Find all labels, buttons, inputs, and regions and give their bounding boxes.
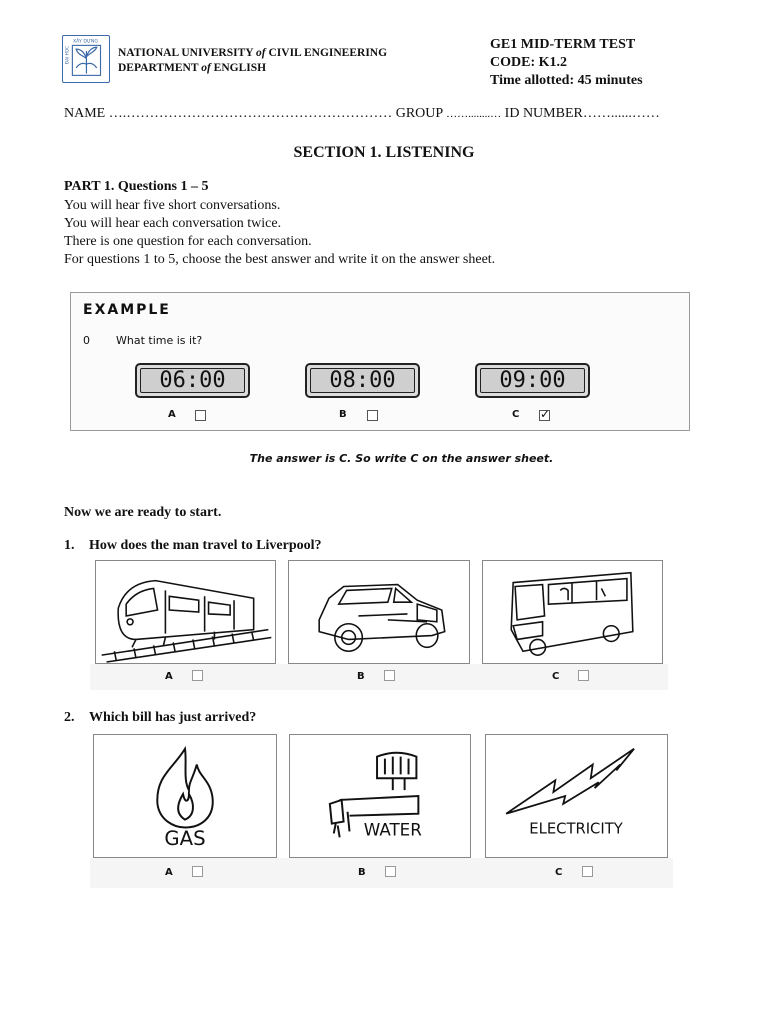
- q1-option-c-checkbox[interactable]: [578, 670, 589, 681]
- part-title: PART 1. Questions 1 – 5: [64, 179, 209, 194]
- option-letter: A: [168, 409, 176, 420]
- logo-text-top: XÂY DỰNG: [72, 39, 99, 45]
- checkmark-icon: ✓: [540, 407, 551, 421]
- example-title: EXAMPLE: [83, 302, 171, 318]
- bus-icon: [483, 561, 662, 663]
- option-c-checkbox[interactable]: [539, 407, 551, 421]
- group-label: GROUP: [395, 106, 443, 121]
- clock-display-a: [135, 363, 250, 398]
- question-number: 1.: [64, 538, 75, 553]
- water-label: WATER: [363, 819, 422, 840]
- name-field[interactable]: ….…………………………………………………: [108, 106, 393, 121]
- example-question-text: What time is it?: [116, 334, 203, 347]
- car-icon: [289, 561, 469, 663]
- instruction-line: You will hear each conversation twice.: [64, 216, 282, 231]
- question-number: 2.: [64, 710, 75, 725]
- question-text: Which bill has just arrived?: [89, 710, 257, 725]
- q1-option-b-checkbox[interactable]: [384, 670, 395, 681]
- electricity-bolt-icon: [486, 735, 667, 857]
- option-picture-a[interactable]: [95, 560, 276, 664]
- option-letter: C: [555, 867, 563, 878]
- answer-note: The answer is C. So write C on the answer sheet.: [249, 452, 554, 465]
- instructions: [64, 197, 495, 269]
- university-logo: [62, 35, 110, 83]
- test-info: [490, 36, 643, 90]
- clock-display-b: [305, 363, 420, 398]
- student-id-line: [64, 106, 660, 122]
- group-field[interactable]: ……........…: [446, 108, 502, 120]
- test-code: CODE: K1.2: [490, 55, 567, 70]
- option-picture-a[interactable]: [93, 734, 277, 858]
- instruction-line: You will hear five short conversations.: [64, 198, 281, 213]
- option-letter: B: [339, 409, 347, 420]
- option-letter: C: [512, 409, 520, 420]
- example-number: 0: [83, 334, 90, 347]
- option-picture-b[interactable]: [288, 560, 470, 664]
- q2-option-a-checkbox[interactable]: [192, 866, 203, 877]
- gas-flame-icon: [94, 735, 276, 857]
- q1-option-a-checkbox[interactable]: [192, 670, 203, 681]
- clock-time: 09:00: [480, 368, 585, 393]
- electricity-label: ELECTRICITY: [529, 820, 623, 838]
- option-picture-b[interactable]: [289, 734, 471, 858]
- option-picture-c[interactable]: [485, 734, 668, 858]
- option-letter: A: [165, 867, 173, 878]
- train-icon: [96, 561, 275, 663]
- id-number-label: ID NUMBER: [504, 106, 583, 121]
- instruction-line: There is one question for each conversation.: [64, 234, 312, 249]
- water-tap-icon: [290, 735, 470, 857]
- department-name: DEPARTMENT of ENGLISH: [118, 62, 267, 74]
- section-title: SECTION 1. LISTENING: [293, 144, 475, 161]
- option-letter: B: [358, 867, 366, 878]
- clock-display-c: [475, 363, 590, 398]
- test-title: GE1 MID-TERM TEST: [490, 37, 636, 52]
- id-number-field[interactable]: ……......……: [582, 106, 660, 121]
- option-picture-c[interactable]: [482, 560, 663, 664]
- logo-text-side: ĐẠI HỌC: [64, 46, 70, 65]
- option-letter: B: [357, 671, 365, 682]
- question-1: [64, 538, 322, 554]
- question-2: [64, 710, 256, 726]
- time-allotted: Time allotted: 45 minutes: [490, 73, 643, 88]
- q2-option-c-checkbox[interactable]: [582, 866, 593, 877]
- option-b-checkbox[interactable]: [367, 410, 378, 421]
- question-text: How does the man travel to Liverpool?: [89, 538, 322, 553]
- instruction-line: For questions 1 to 5, choose the best answer and write it on the answer sheet.: [64, 252, 496, 267]
- example-box: [70, 292, 690, 431]
- name-label: NAME: [64, 106, 106, 121]
- clock-time: 08:00: [310, 368, 415, 393]
- q2-option-b-checkbox[interactable]: [385, 866, 396, 877]
- institution-block: [118, 46, 387, 76]
- ready-text: Now we are ready to start.: [64, 505, 222, 520]
- gas-label: GAS: [164, 827, 206, 851]
- option-letter: A: [165, 671, 173, 682]
- option-a-checkbox[interactable]: [195, 410, 206, 421]
- university-name: NATIONAL UNIVERSITY of CIVIL ENGINEERING: [118, 47, 388, 59]
- clock-time: 06:00: [140, 368, 245, 393]
- option-letter: C: [552, 671, 560, 682]
- example-question: [83, 334, 202, 347]
